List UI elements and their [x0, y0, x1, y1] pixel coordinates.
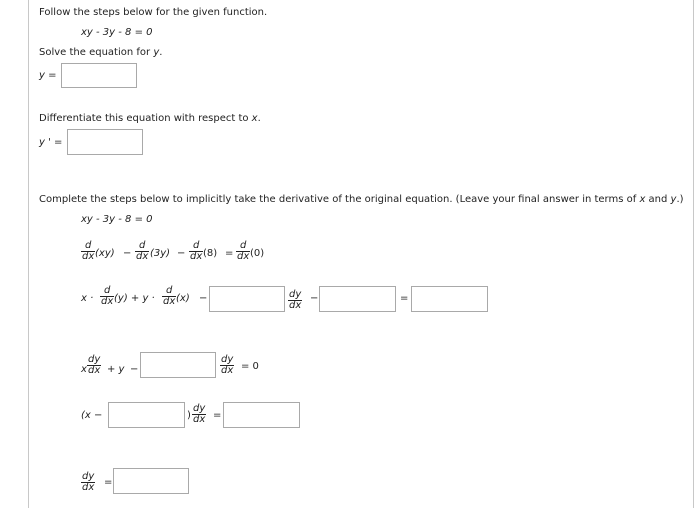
- d-dx-operator: $\frac{d}{dx}$: [163, 285, 176, 307]
- intro-text: Follow the steps below for the given function.: [39, 7, 268, 18]
- equals-sign: =: [213, 410, 222, 421]
- minus-sign: −: [123, 248, 132, 259]
- d-dx-operator: $\frac{d}{dx}$: [190, 240, 203, 262]
- close-paren: ): [187, 410, 191, 421]
- term-3y: (3y): [150, 248, 171, 259]
- dy-dx-fraction: $\frac{dy}{dx}$: [82, 471, 95, 493]
- y-label: y =: [39, 70, 57, 81]
- dy-dx-fraction: $\frac{dy}{dx}$: [193, 403, 206, 425]
- minus-sign: −: [199, 293, 208, 304]
- term-y-plus-y: (y) + y ·: [114, 293, 155, 304]
- term-x: (x): [176, 293, 190, 304]
- step2-answer-input-2[interactable]: [319, 286, 396, 312]
- plus-y: + y: [107, 364, 125, 375]
- function-equation: xy - 3y - 8 = 0: [81, 27, 153, 38]
- term-8: (8): [203, 248, 218, 259]
- y-prime-answer-input[interactable]: [67, 129, 143, 155]
- term-0: (0): [250, 248, 265, 259]
- y-prime-label: y ' =: [39, 137, 63, 148]
- step3-answer-input[interactable]: [140, 352, 216, 378]
- equals-zero: = 0: [241, 361, 259, 372]
- step4-answer-input-1[interactable]: [108, 402, 185, 428]
- question-panel: [28, 0, 694, 508]
- d-dx-operator: $\frac{d}{dx}$: [237, 240, 250, 262]
- solve-instruction: Solve the equation for y.: [39, 47, 163, 58]
- x-factor: x: [81, 364, 87, 375]
- minus-sign: −: [310, 293, 319, 304]
- equals-sign: =: [104, 477, 113, 488]
- final-answer-input[interactable]: [113, 468, 189, 494]
- minus-sign: −: [130, 364, 139, 375]
- equals-sign: =: [225, 248, 234, 259]
- dy-dx-fraction: $\frac{dy}{dx}$: [289, 289, 302, 311]
- x-times: x ·: [81, 293, 94, 304]
- d-dx-operator: $\frac{d}{dx}$: [101, 285, 114, 307]
- term-xy: (xy): [95, 248, 115, 259]
- dy-dx-fraction: $\frac{dy}{dx}$: [221, 354, 234, 376]
- equals-sign: =: [400, 293, 409, 304]
- step2-answer-input-1[interactable]: [209, 286, 285, 312]
- minus-sign: −: [177, 248, 186, 259]
- implicit-instruction: Complete the steps below to implicitly take the derivative of the original equation. (Leave your final answer in terms of x and y.): [39, 194, 684, 205]
- d-dx-operator: $\frac{d}{dx}$: [136, 240, 149, 262]
- step4-answer-input-2[interactable]: [223, 402, 300, 428]
- differentiate-instruction: Differentiate this equation with respect to x.: [39, 113, 261, 124]
- dy-dx-fraction: $\frac{dy}{dx}$: [88, 354, 101, 376]
- step2-answer-input-3[interactable]: [411, 286, 488, 312]
- original-equation: xy - 3y - 8 = 0: [81, 214, 153, 225]
- open-paren-x-minus: (x −: [81, 410, 103, 421]
- d-dx-operator: $\frac{d}{dx}$: [82, 240, 95, 262]
- y-answer-input[interactable]: [61, 63, 137, 88]
